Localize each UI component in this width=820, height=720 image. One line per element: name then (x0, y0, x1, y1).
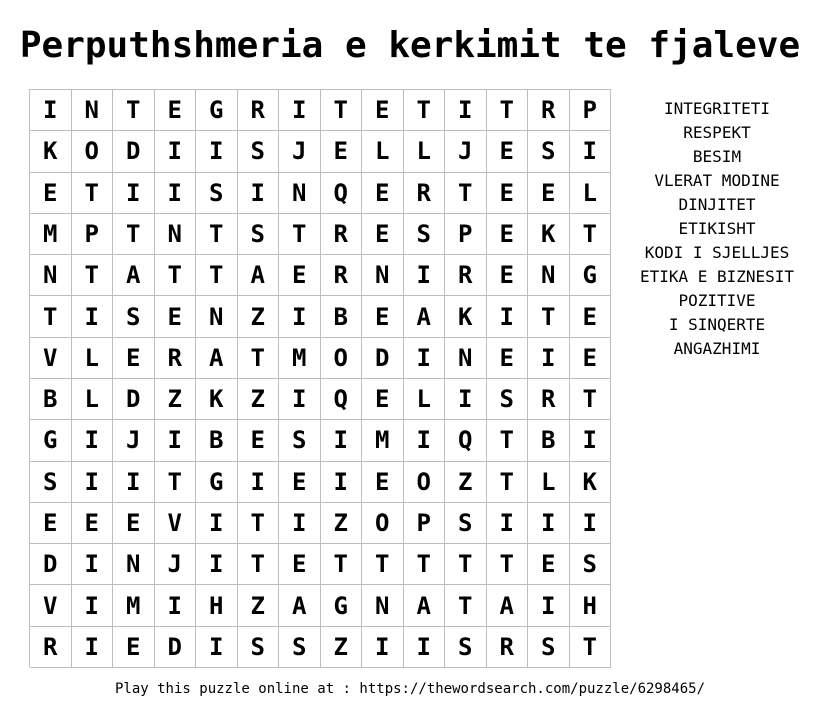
grid-cell[interactable]: I (279, 296, 321, 337)
grid-cell[interactable]: I (155, 585, 197, 626)
grid-cell[interactable]: G (196, 462, 238, 503)
grid-cell[interactable]: N (362, 255, 404, 296)
grid-cell[interactable]: N (362, 585, 404, 626)
grid-cell[interactable]: S (279, 627, 321, 668)
grid-cell[interactable]: N (445, 338, 487, 379)
grid-cell[interactable]: A (487, 585, 529, 626)
grid-cell[interactable]: T (487, 420, 529, 461)
grid-cell[interactable]: I (487, 503, 529, 544)
grid-cell[interactable]: M (113, 585, 155, 626)
grid-cell[interactable]: E (487, 173, 529, 214)
grid-cell[interactable]: S (445, 627, 487, 668)
grid-cell[interactable]: H (196, 585, 238, 626)
grid-cell[interactable]: S (279, 420, 321, 461)
grid-cell[interactable]: A (279, 585, 321, 626)
grid-row (30, 585, 611, 626)
grid-cell[interactable]: B (196, 420, 238, 461)
grid-cell[interactable]: R (404, 173, 446, 214)
grid-cell[interactable]: N (30, 255, 72, 296)
grid-cell[interactable]: A (196, 338, 238, 379)
grid-cell[interactable]: J (113, 420, 155, 461)
grid-cell[interactable]: M (279, 338, 321, 379)
grid-cell[interactable]: T (113, 90, 155, 131)
grid-cell[interactable]: I (155, 131, 197, 172)
grid-cell[interactable]: I (487, 296, 529, 337)
grid-cell[interactable]: B (528, 420, 570, 461)
grid-cell[interactable]: Z (238, 296, 280, 337)
grid-cell[interactable]: E (528, 544, 570, 585)
grid-cell[interactable]: T (362, 544, 404, 585)
grid-cell[interactable]: M (30, 214, 72, 255)
grid-cell[interactable]: T (487, 544, 529, 585)
grid-cell[interactable]: I (155, 173, 197, 214)
grid-cell[interactable]: T (196, 214, 238, 255)
grid-cell[interactable]: P (404, 503, 446, 544)
grid-cell[interactable]: V (30, 585, 72, 626)
grid-cell[interactable]: E (362, 462, 404, 503)
grid-cell[interactable]: A (113, 255, 155, 296)
grid-cell[interactable]: S (570, 544, 612, 585)
grid-cell[interactable]: R (155, 338, 197, 379)
grid-cell[interactable]: R (445, 255, 487, 296)
grid-cell[interactable]: S (238, 131, 280, 172)
grid-cell[interactable]: T (570, 627, 612, 668)
grid-cell[interactable]: S (528, 627, 570, 668)
grid-row (30, 173, 611, 214)
grid-cell[interactable]: E (487, 214, 529, 255)
grid-row (30, 379, 611, 420)
grid-cell[interactable]: L (72, 338, 114, 379)
word-list-item: RESPEKT (683, 123, 751, 142)
grid-cell[interactable]: S (238, 214, 280, 255)
grid-cell[interactable]: R (238, 90, 280, 131)
grid-cell[interactable]: Q (321, 379, 363, 420)
grid-cell[interactable]: N (155, 214, 197, 255)
grid-cell[interactable]: E (238, 420, 280, 461)
grid-cell[interactable]: T (155, 255, 197, 296)
grid-cell[interactable]: I (570, 420, 612, 461)
grid-cell[interactable]: I (155, 420, 197, 461)
grid-cell[interactable]: R (487, 627, 529, 668)
grid-cell[interactable]: T (238, 544, 280, 585)
grid-cell[interactable]: T (487, 462, 529, 503)
grid-cell[interactable]: T (445, 173, 487, 214)
grid-cell[interactable]: E (528, 173, 570, 214)
grid-cell[interactable]: Z (321, 627, 363, 668)
grid-cell[interactable]: E (155, 296, 197, 337)
grid-cell[interactable]: S (238, 627, 280, 668)
grid-cell[interactable]: G (30, 420, 72, 461)
puzzle-title: Perputhshmeria e kerkimit te fjaleve (19, 25, 801, 66)
grid-cell[interactable]: E (570, 338, 612, 379)
grid-cell[interactable]: I (362, 627, 404, 668)
word-list-item: INTEGRITETI (664, 99, 770, 118)
grid-cell[interactable]: E (570, 296, 612, 337)
grid-cell[interactable]: I (113, 173, 155, 214)
grid-cell[interactable]: I (196, 503, 238, 544)
grid-cell[interactable]: K (570, 462, 612, 503)
grid-cell[interactable]: T (528, 296, 570, 337)
grid-cell[interactable]: B (30, 379, 72, 420)
grid-cell[interactable]: I (279, 90, 321, 131)
grid-cell[interactable]: A (404, 296, 446, 337)
grid-cell[interactable]: I (30, 90, 72, 131)
grid-cell[interactable]: T (238, 503, 280, 544)
grid-cell[interactable]: G (570, 255, 612, 296)
grid-cell[interactable]: G (196, 90, 238, 131)
word-list-item: ETIKA E BIZNESIT (639, 267, 795, 286)
grid-cell[interactable]: G (321, 585, 363, 626)
grid-cell[interactable]: T (321, 90, 363, 131)
grid-cell[interactable]: P (570, 90, 612, 131)
grid-cell[interactable]: A (238, 255, 280, 296)
grid-cell[interactable]: I (196, 131, 238, 172)
grid-cell[interactable]: I (404, 338, 446, 379)
grid-cell[interactable]: I (238, 173, 280, 214)
grid-cell[interactable]: O (321, 338, 363, 379)
grid-cell[interactable]: I (570, 131, 612, 172)
grid-cell[interactable]: S (30, 462, 72, 503)
grid-cell[interactable]: I (196, 627, 238, 668)
grid-cell[interactable]: D (155, 627, 197, 668)
grid-cell[interactable]: I (321, 420, 363, 461)
grid-cell[interactable]: L (528, 462, 570, 503)
grid-cell[interactable]: T (30, 296, 72, 337)
grid-cell[interactable]: Z (445, 462, 487, 503)
grid-cell[interactable]: I (72, 420, 114, 461)
grid-cell[interactable]: T (155, 462, 197, 503)
grid-cell[interactable]: E (279, 462, 321, 503)
grid-cell[interactable]: E (362, 214, 404, 255)
grid-cell[interactable]: I (445, 379, 487, 420)
grid-cell[interactable]: T (279, 214, 321, 255)
grid-cell[interactable]: K (528, 214, 570, 255)
grid-cell[interactable]: M (362, 420, 404, 461)
grid-cell[interactable]: N (279, 173, 321, 214)
grid-cell[interactable]: S (528, 131, 570, 172)
grid-cell[interactable]: I (404, 255, 446, 296)
grid-cell[interactable]: A (404, 585, 446, 626)
word-list-item: POZITIVE (678, 291, 756, 310)
grid-cell[interactable]: S (445, 503, 487, 544)
grid-row (30, 338, 611, 379)
grid-cell[interactable]: R (321, 255, 363, 296)
grid-cell[interactable]: E (72, 503, 114, 544)
grid-cell[interactable]: T (404, 544, 446, 585)
grid-cell[interactable]: I (321, 462, 363, 503)
grid-cell[interactable]: I (445, 90, 487, 131)
grid-cell[interactable]: T (72, 173, 114, 214)
grid-cell[interactable]: I (528, 503, 570, 544)
word-list-item: BESIM (692, 147, 742, 166)
grid-cell[interactable]: E (113, 627, 155, 668)
grid-cell[interactable]: K (196, 379, 238, 420)
grid-cell[interactable]: I (570, 503, 612, 544)
letter-grid[interactable] (29, 89, 611, 667)
grid-cell[interactable]: Z (321, 503, 363, 544)
grid-cell[interactable]: J (155, 544, 197, 585)
grid-row (30, 131, 611, 172)
grid-cell[interactable]: J (279, 131, 321, 172)
grid-cell[interactable]: K (445, 296, 487, 337)
grid-cell[interactable]: L (404, 379, 446, 420)
grid-cell[interactable]: R (528, 379, 570, 420)
grid-cell[interactable]: N (196, 296, 238, 337)
grid-cell[interactable]: I (279, 503, 321, 544)
grid-cell[interactable]: Z (238, 585, 280, 626)
grid-cell[interactable]: E (30, 503, 72, 544)
grid-cell[interactable]: R (528, 90, 570, 131)
grid-cell[interactable]: R (30, 627, 72, 668)
grid-cell[interactable]: I (238, 462, 280, 503)
grid-cell[interactable]: T (72, 255, 114, 296)
grid-row (30, 296, 611, 337)
grid-cell[interactable]: I (404, 627, 446, 668)
grid-cell[interactable]: T (445, 585, 487, 626)
grid-cell[interactable]: P (72, 214, 114, 255)
grid-cell[interactable]: H (570, 585, 612, 626)
grid-cell[interactable]: E (362, 296, 404, 337)
grid-cell[interactable]: N (113, 544, 155, 585)
grid-cell[interactable]: K (30, 131, 72, 172)
grid-row (30, 503, 611, 544)
grid-cell[interactable]: I (404, 420, 446, 461)
grid-cell[interactable]: T (196, 255, 238, 296)
grid-cell[interactable]: E (30, 173, 72, 214)
grid-cell[interactable]: V (30, 338, 72, 379)
grid-cell[interactable]: I (196, 544, 238, 585)
grid-cell[interactable]: L (72, 379, 114, 420)
grid-cell[interactable]: S (404, 214, 446, 255)
grid-cell[interactable]: Z (238, 379, 280, 420)
grid-cell[interactable]: O (72, 131, 114, 172)
grid-cell[interactable]: I (113, 462, 155, 503)
grid-cell[interactable]: I (279, 379, 321, 420)
grid-row (30, 255, 611, 296)
grid-cell[interactable]: T (570, 214, 612, 255)
grid-cell[interactable]: T (445, 544, 487, 585)
grid-cell[interactable]: I (528, 585, 570, 626)
grid-cell[interactable]: D (30, 544, 72, 585)
word-list (622, 97, 812, 361)
grid-cell[interactable]: L (404, 131, 446, 172)
grid-cell[interactable]: T (404, 90, 446, 131)
grid-cell[interactable]: E (487, 255, 529, 296)
grid-cell[interactable]: I (72, 544, 114, 585)
grid-cell[interactable]: I (72, 585, 114, 626)
word-list-item: I SINQERTE (668, 315, 766, 334)
grid-cell[interactable]: T (113, 214, 155, 255)
word-list-item: DINJITET (678, 195, 756, 214)
grid-cell[interactable]: N (72, 90, 114, 131)
grid-cell[interactable]: S (196, 173, 238, 214)
grid-cell[interactable]: O (362, 503, 404, 544)
grid-cell[interactable]: I (528, 338, 570, 379)
grid-cell[interactable]: T (487, 90, 529, 131)
grid-cell[interactable]: D (362, 338, 404, 379)
grid-cell[interactable]: Q (445, 420, 487, 461)
grid-row (30, 627, 611, 668)
grid-cell[interactable]: D (113, 131, 155, 172)
grid-cell[interactable]: I (72, 462, 114, 503)
grid-cell[interactable]: E (321, 131, 363, 172)
grid-cell[interactable]: E (279, 255, 321, 296)
word-list-item: VLERAT MODINE (654, 171, 780, 190)
grid-cell[interactable]: E (362, 173, 404, 214)
grid-cell[interactable]: E (362, 90, 404, 131)
grid-cell[interactable]: T (321, 544, 363, 585)
grid-cell[interactable]: D (113, 379, 155, 420)
grid-cell[interactable]: E (487, 131, 529, 172)
grid-cell[interactable]: Z (155, 379, 197, 420)
grid-row (30, 420, 611, 461)
grid-cell[interactable]: E (362, 379, 404, 420)
grid-cell[interactable]: S (113, 296, 155, 337)
grid-cell[interactable]: I (72, 627, 114, 668)
grid-cell[interactable]: P (445, 214, 487, 255)
grid-cell[interactable]: E (279, 544, 321, 585)
grid-cell[interactable]: L (570, 173, 612, 214)
grid-cell[interactable]: T (238, 338, 280, 379)
footer-link-text[interactable]: Play this puzzle online at : https://thewordsearch.com/puzzle/6298465/ (114, 681, 705, 697)
grid-cell[interactable]: V (155, 503, 197, 544)
grid-cell[interactable]: O (404, 462, 446, 503)
grid-row (30, 214, 611, 255)
grid-cell[interactable]: B (321, 296, 363, 337)
word-list-item: ANGAZHIMI (673, 339, 761, 358)
grid-cell[interactable]: T (570, 379, 612, 420)
word-list-item: ETIKISHT (678, 219, 756, 238)
grid-cell[interactable]: S (487, 379, 529, 420)
grid-cell[interactable]: N (528, 255, 570, 296)
grid-cell[interactable]: Q (321, 173, 363, 214)
grid-cell[interactable]: J (445, 131, 487, 172)
grid-cell[interactable]: I (72, 296, 114, 337)
grid-cell[interactable]: E (155, 90, 197, 131)
grid-row (30, 544, 611, 585)
grid-cell[interactable]: L (362, 131, 404, 172)
word-list-item: KODI I SJELLJES (644, 243, 790, 262)
grid-row (30, 462, 611, 503)
grid-row (30, 90, 611, 131)
grid-cell[interactable]: E (113, 338, 155, 379)
grid-cell[interactable]: E (113, 503, 155, 544)
grid-cell[interactable]: E (487, 338, 529, 379)
grid-cell[interactable]: R (321, 214, 363, 255)
